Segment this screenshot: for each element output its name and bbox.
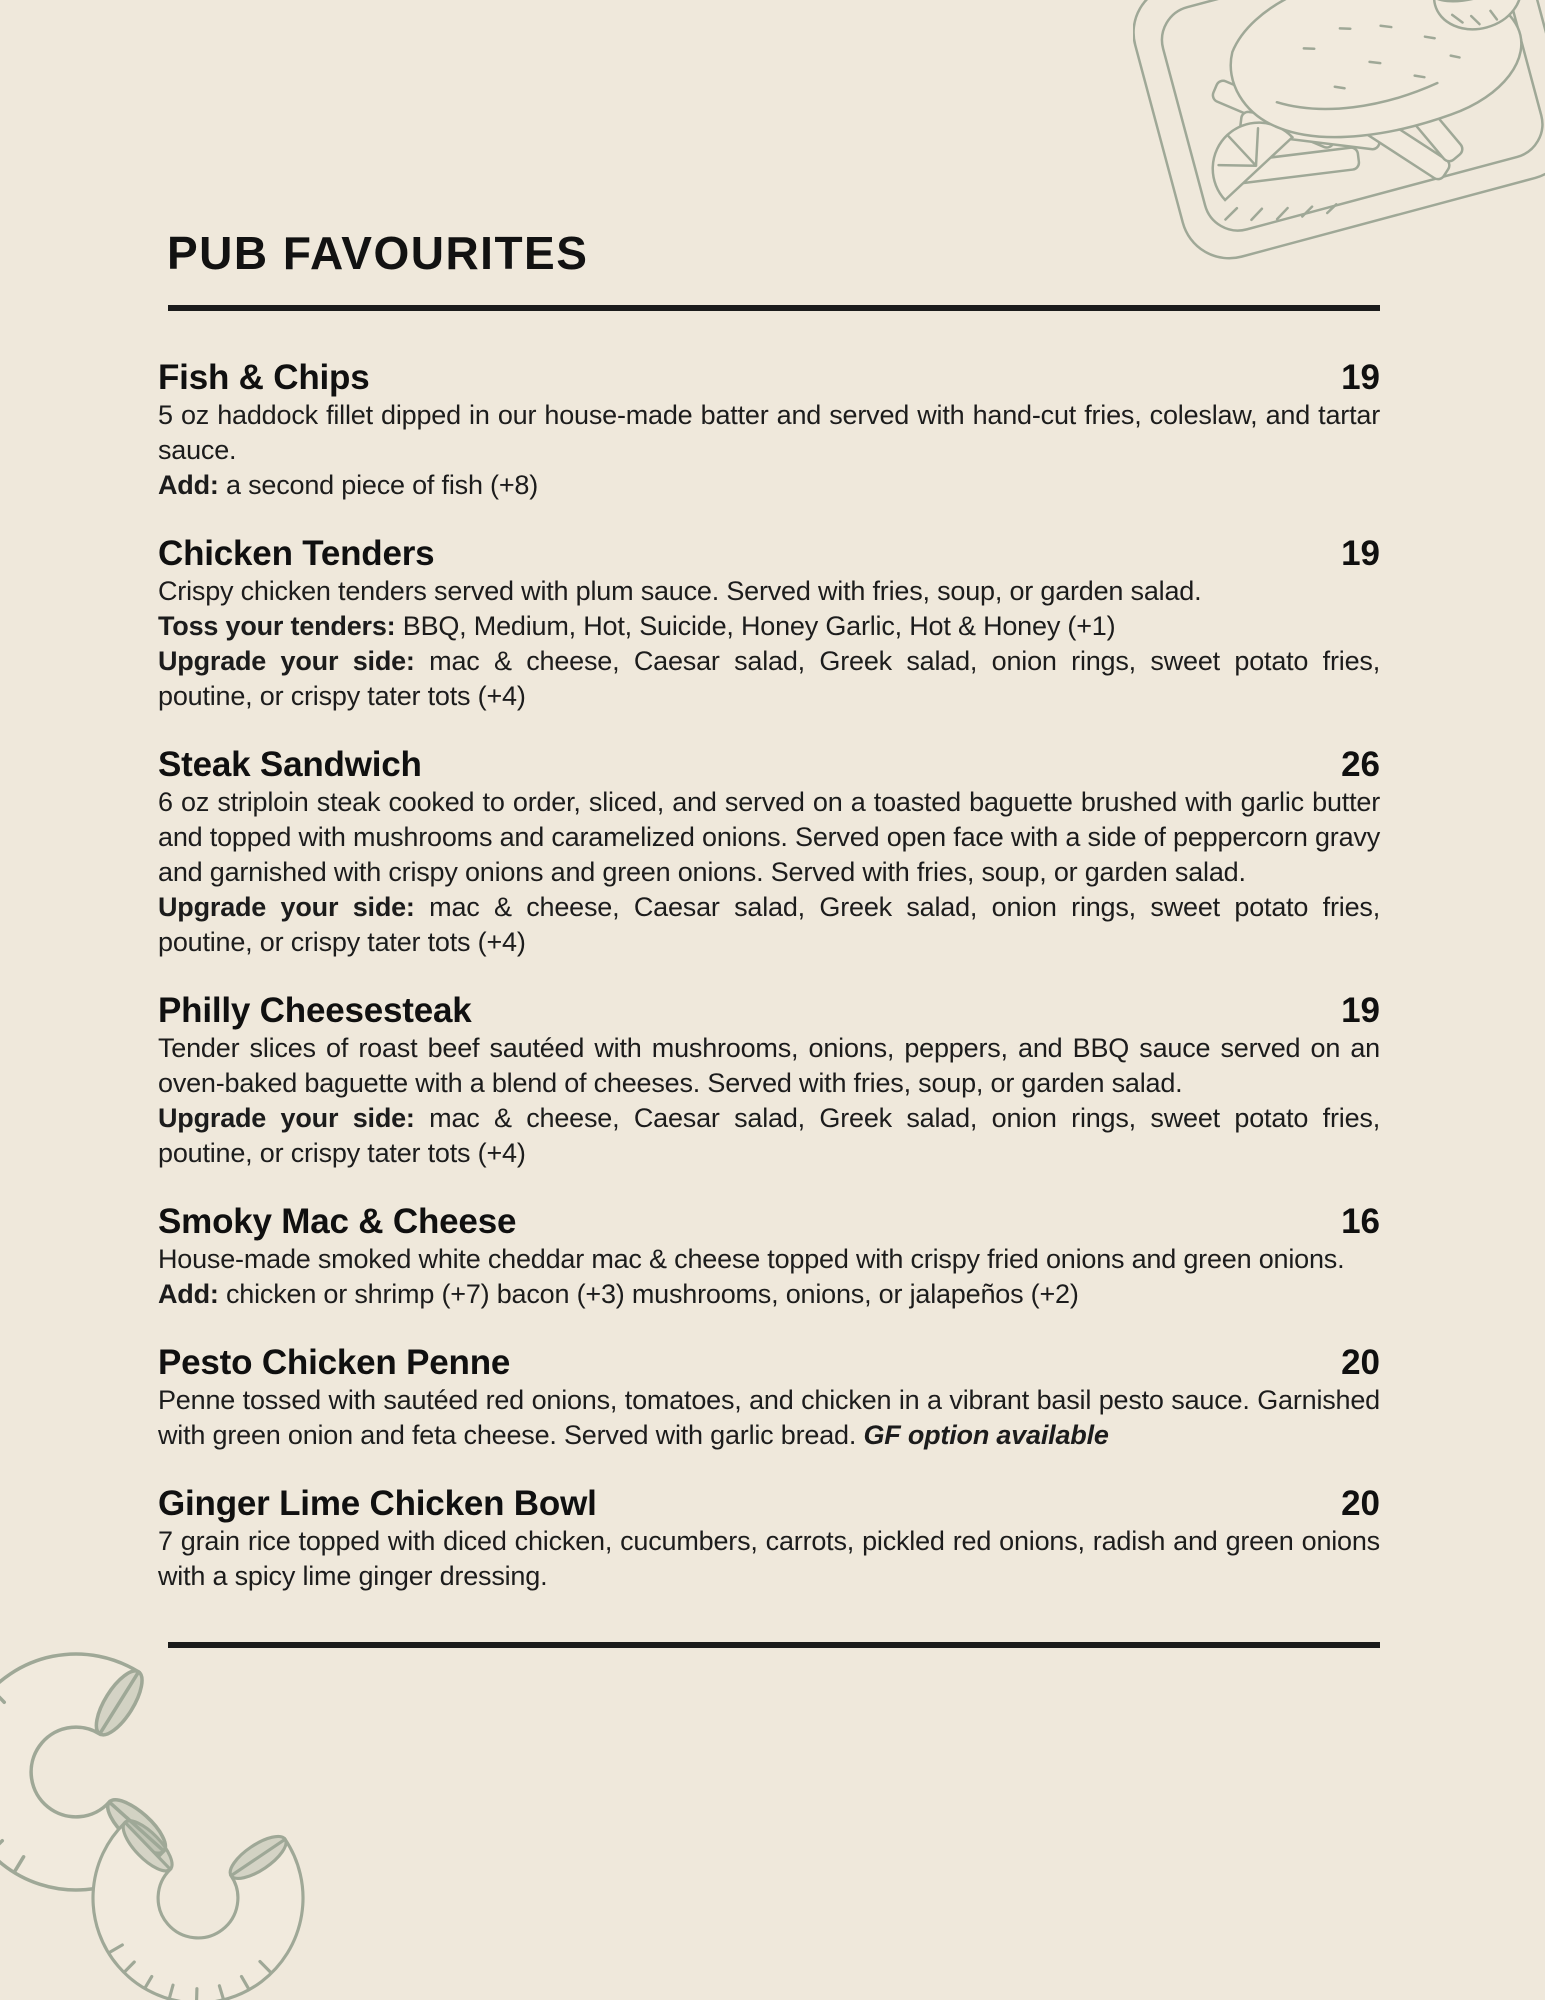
header-divider-line: [168, 305, 1380, 311]
item-price: 19: [1341, 991, 1380, 1030]
menu-item-header: [158, 358, 1380, 398]
footer-divider-line: [168, 1642, 1380, 1648]
item-name: Steak Sandwich: [158, 745, 422, 784]
item-name: Fish & Chips: [158, 358, 370, 397]
item-description: [158, 1031, 1380, 1101]
description-text: House-made smoked white cheddar mac & cheese topped with crispy fried onions and green onions.: [158, 1244, 1345, 1274]
menu-item-header: [158, 534, 1380, 574]
description-text: chicken or shrimp (+7) bacon (+3) mushrooms, onions, or jalapeños (+2): [218, 1279, 1079, 1309]
item-body: [158, 1242, 1380, 1312]
description-emphasis: Upgrade your side:: [158, 646, 415, 676]
item-description: [158, 1242, 1380, 1277]
description-text: Penne tossed with sautéed red onions, tomatoes, and chicken in a vibrant basil pesto sauce. Garnished with green onion and feta cheese. Served with garlic bread.: [158, 1385, 1380, 1450]
item-description: [158, 609, 1380, 644]
menu-item-header: [158, 1484, 1380, 1524]
item-name: Ginger Lime Chicken Bowl: [158, 1484, 597, 1523]
description-text: a second piece of fish (+8): [218, 470, 539, 500]
menu-item-header: [158, 745, 1380, 785]
description-emphasis: Upgrade your side:: [158, 892, 415, 922]
item-name: Philly Cheesesteak: [158, 991, 472, 1030]
item-name: Chicken Tenders: [158, 534, 435, 573]
menu-content: [158, 227, 1380, 1648]
item-description: [158, 1101, 1380, 1171]
menu-list: [158, 358, 1380, 1594]
item-price: 19: [1341, 358, 1380, 397]
menu-item: [158, 1343, 1380, 1453]
description-text: 5 oz haddock fillet dipped in our house-made batter and served with hand-cut fries, coleslaw, and tartar sauce.: [158, 400, 1380, 465]
page-title: PUB FAVOURITES: [167, 227, 589, 279]
item-name: Pesto Chicken Penne: [158, 1343, 511, 1382]
item-price: 20: [1341, 1484, 1380, 1523]
item-description: [158, 1383, 1380, 1453]
item-name: Smoky Mac & Cheese: [158, 1202, 517, 1241]
menu-item: [158, 1202, 1380, 1312]
menu-item: [158, 358, 1380, 503]
item-description: [158, 468, 1380, 503]
menu-item: [158, 745, 1380, 960]
item-price: 20: [1341, 1343, 1380, 1382]
description-text: BBQ, Medium, Hot, Suicide, Honey Garlic, Hot & Honey (+1): [395, 611, 1116, 641]
description-text: mac & cheese, Caesar salad, Greek salad, onion rings, sweet potato fries, poutine, or crispy tater tots (+4): [158, 646, 1380, 711]
item-description: [158, 785, 1380, 890]
item-body: [158, 785, 1380, 960]
description-emphasis: GF option available: [863, 1420, 1109, 1450]
description-emphasis: Upgrade your side:: [158, 1103, 415, 1133]
item-description: [158, 574, 1380, 609]
item-body: [158, 1383, 1380, 1453]
item-price: 16: [1341, 1202, 1380, 1241]
description-text: 7 grain rice topped with diced chicken, cucumbers, carrots, pickled red onions, radish and green onions with a spicy lime ginger dressing.: [158, 1526, 1380, 1591]
description-emphasis: Add:: [158, 1279, 219, 1309]
item-price: 19: [1341, 534, 1380, 573]
item-description: [158, 398, 1380, 468]
item-description: [158, 644, 1380, 714]
description-text: mac & cheese, Caesar salad, Greek salad, onion rings, sweet potato fries, poutine, or crispy tater tots (+4): [158, 1103, 1380, 1168]
menu-item-header: [158, 991, 1380, 1031]
description-text: mac & cheese, Caesar salad, Greek salad, onion rings, sweet potato fries, poutine, or crispy tater tots (+4): [158, 892, 1380, 957]
description-emphasis: Add:: [158, 470, 219, 500]
description-text: Tender slices of roast beef sautéed with mushrooms, onions, peppers, and BBQ sauce served on an oven-baked baguette with a blend of cheeses. Served with fries, soup, or garden salad.: [158, 1033, 1380, 1098]
item-body: [158, 574, 1380, 714]
item-body: [158, 1524, 1380, 1594]
item-body: [158, 1031, 1380, 1171]
item-body: [158, 398, 1380, 503]
description-text: 6 oz striploin steak cooked to order, sliced, and served on a toasted baguette brushed with garlic butter and topped with mushrooms and caramelized onions. Served open face with a side of peppercorn gravy and garnished with crispy onions and green onions. Served with fries, soup, or garden salad.: [158, 787, 1380, 887]
menu-item: [158, 991, 1380, 1171]
item-description: [158, 1277, 1380, 1312]
description-text: Crispy chicken tenders served with plum sauce. Served with fries, soup, or garden salad.: [158, 576, 1202, 606]
description-emphasis: Toss your tenders:: [158, 611, 396, 641]
macaroni-illustration: [0, 1620, 336, 2000]
menu-item: [158, 534, 1380, 714]
menu-item: [158, 1484, 1380, 1594]
item-description: [158, 890, 1380, 960]
menu-item-header: [158, 1202, 1380, 1242]
item-description: [158, 1524, 1380, 1594]
menu-item-header: [158, 1343, 1380, 1383]
item-price: 26: [1341, 745, 1380, 784]
